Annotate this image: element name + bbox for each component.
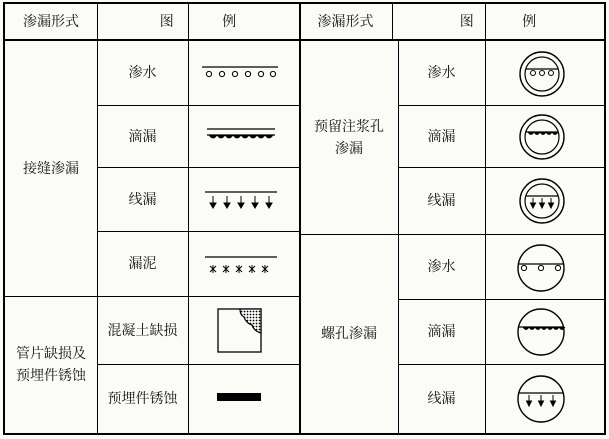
row-label-grout-line-leak: 线漏 xyxy=(427,193,456,209)
row-label-mud-leak: 漏泥 xyxy=(128,256,157,272)
mud-leak-symbol-icon xyxy=(203,254,279,276)
group-grout-hole-leakage xyxy=(300,41,398,234)
bolt-line-leak-symbol-icon xyxy=(515,373,567,425)
row-label-bolt-drip: 滴漏 xyxy=(427,324,456,340)
group-joint-leakage: 接缝渗漏 xyxy=(23,160,79,177)
row-label-drip: 滴漏 xyxy=(128,128,157,145)
header-left-legend: 图 例 xyxy=(159,13,259,30)
group-segment-defect-line1: 管片缺损及 xyxy=(16,346,86,362)
group-bolt-hole-leakage: 螺孔渗漏 xyxy=(321,326,377,342)
row-label-seepage: 渗水 xyxy=(128,65,157,81)
grid-line xyxy=(485,4,486,433)
group-grout-hole-line2: 渗漏 xyxy=(335,140,363,157)
legend-table xyxy=(3,2,606,435)
embedded-corrosion-symbol-icon xyxy=(215,390,265,404)
group-segment-defect-line2: 预埋件锈蚀 xyxy=(16,368,86,384)
grid-line xyxy=(188,4,189,433)
row-label-grout-seepage: 渗水 xyxy=(427,65,456,81)
row-label-bolt-line-leak: 线漏 xyxy=(427,391,456,407)
concrete-defect-symbol-icon xyxy=(216,307,264,355)
row-label-bolt-seepage: 渗水 xyxy=(427,259,456,275)
bolt-seepage-symbol-icon xyxy=(515,242,567,294)
grout-line-leak-symbol-icon xyxy=(517,176,567,226)
header-right-legend: 图 例 xyxy=(459,13,559,30)
row-label-grout-drip: 滴漏 xyxy=(427,128,456,145)
bolt-drip-symbol-icon xyxy=(515,306,567,358)
row-label-concrete-defect: 混凝土缺损 xyxy=(107,322,178,339)
line-leak-symbol-icon xyxy=(203,189,279,211)
header-right-type: 渗漏形式 xyxy=(317,13,374,30)
group-segment-defect xyxy=(5,297,97,433)
drip-symbol-icon xyxy=(205,126,277,146)
group-grout-hole-line1: 预留注浆孔 xyxy=(314,118,384,135)
row-label-line-leak: 线漏 xyxy=(128,191,157,208)
grout-seepage-symbol-icon xyxy=(517,49,567,99)
row-label-embedded-corrosion: 预埋件锈蚀 xyxy=(107,391,178,407)
header-left-type: 渗漏形式 xyxy=(23,13,79,30)
seepage-symbol-icon xyxy=(200,62,280,82)
grout-drip-symbol-icon xyxy=(517,112,567,162)
